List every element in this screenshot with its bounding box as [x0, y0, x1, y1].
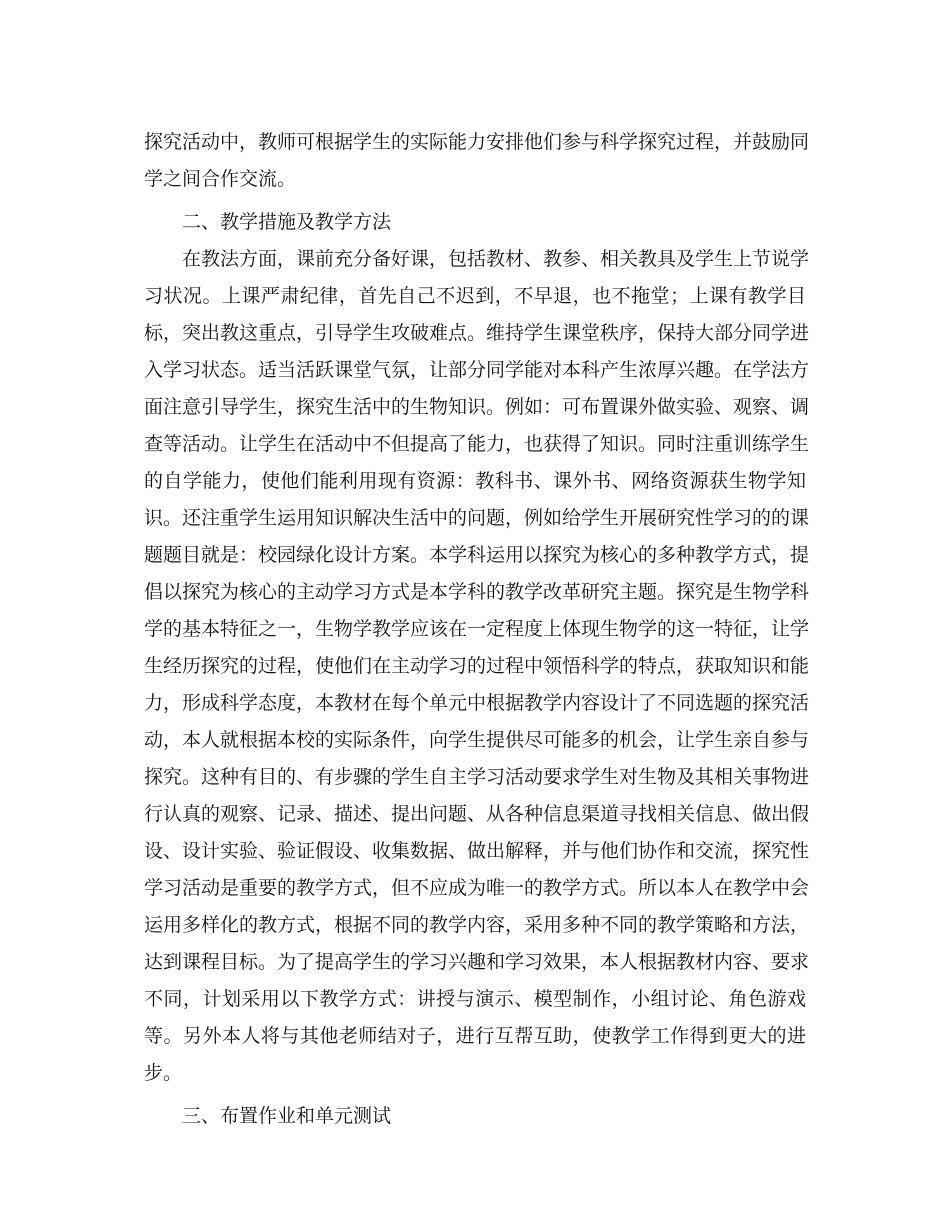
text-line: 识。还注重学生运用知识解决生活中的问题，例如给学生开展研究性学习的的课	[144, 507, 810, 529]
text-line: 学的基本特征之一，生物学教学应该在一定程度上体现生物学的这一特征，让学	[144, 618, 810, 640]
paragraph-teaching-methods	[144, 241, 810, 1092]
text-line: 设、设计实验、验证假设、收集数据、做出解释，并与他们协作和交流，探究性	[144, 840, 810, 862]
text-line: 探究活动中，教师可根据学生的实际能力安排他们参与科学探究过程，并鼓励同	[144, 131, 810, 153]
text-line: 生经历探究的过程，使他们在主动学习的过程中领悟科学的特点，获取知识和能	[144, 655, 810, 677]
document-page	[144, 124, 810, 1135]
text-line: 不同，计划采用以下教学方式：讲授与演示、模型制作，小组讨论、角色游戏	[144, 988, 806, 1010]
text-line: 的自学能力，使他们能利用现有资源：教科书、课外书、网络资源获生物学知	[144, 470, 806, 492]
text-line: 查等活动。让学生在活动中不但提高了能力，也获得了知识。同时注重训练学生	[144, 433, 810, 455]
text-line: 在教法方面，课前充分备好课，包括教材、教参、相关教具及学生上节说学	[182, 248, 810, 270]
text-line: 面注意引导学生，探究生活中的生物知识。例如：可布置课外做实验、观察、调	[144, 396, 810, 418]
section-heading-2: 二、教学措施及教学方法	[182, 211, 392, 233]
text-line: 步。	[144, 1062, 183, 1084]
text-line: 学习活动是重要的教学方式，但不应成为唯一的教学方式。所以本人在教学中会	[144, 877, 810, 899]
text-line: 题题目就是：校园绿化设计方案。本学科运用以探究为核心的多种教学方式，提	[144, 544, 810, 566]
section-heading-3: 三、布置作业和单元测试	[182, 1105, 392, 1127]
text-line: 等。另外本人将与其他老师结对子，进行互帮互助，使教学工作得到更大的进	[144, 1025, 806, 1047]
text-line: 学之间合作交流。	[144, 168, 297, 190]
text-line: 探究。这种有目的、有步骤的学生自主学习活动要求学生对生物及其相关事物进	[144, 766, 810, 788]
text-line: 习状况。上课严肃纪律，首先自己不迟到，不早退，也不拖堂；上课有教学目	[144, 285, 806, 307]
text-line: 倡以探究为核心的主动学习方式是本学科的教学改革研究主题。探究是生物学科	[144, 581, 810, 603]
paragraph-intro	[144, 124, 810, 198]
text-line: 达到课程目标。为了提高学生的学习兴趣和学习效果，本人根据教材内容、要求	[144, 951, 810, 973]
text-line: 动，本人就根据本校的实际条件，向学生提供尽可能多的机会，让学生亲自参与	[144, 729, 810, 751]
text-line: 行认真的观察、记录、描述、提出问题、从各种信息渠道寻找相关信息、做出假	[144, 803, 810, 825]
text-line: 标，突出教这重点，引导学生攻破难点。维持学生课堂秩序，保持大部分同学进	[144, 322, 810, 344]
text-line: 力，形成科学态度，本教材在每个单元中根据教学内容设计了不同选题的探究活	[144, 692, 810, 714]
text-line: 入学习状态。适当活跃课堂气氛，让部分同学能对本科产生浓厚兴趣。在学法方	[144, 359, 810, 381]
text-line: 运用多样化的教方式，根据不同的教学内容，采用多种不同的教学策略和方法，	[144, 914, 810, 936]
